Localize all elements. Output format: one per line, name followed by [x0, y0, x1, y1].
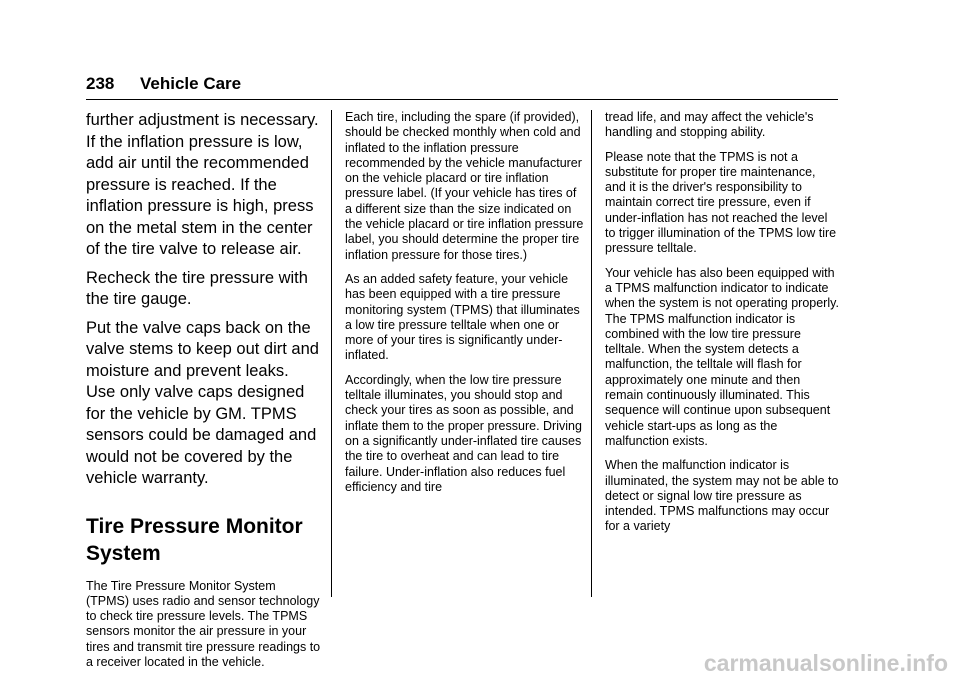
- paragraph: tread life, and may affect the vehicle's handling and stopping ability.: [605, 110, 814, 140]
- paragraph: Accordingly, when the low tire pressure telltale illuminates, you should stop and check your tires as soon as possible, and inflate them to the proper pressure. Driving on a significantly under-inflated tire causes the tire to overheat and can lead to tire failure. Under-inflation also reduces fuel efficiency and tire: [345, 372, 582, 494]
- column-divider: [331, 110, 332, 597]
- page-header: [86, 74, 241, 94]
- paragraph: Your vehicle has also been equipped with a TPMS malfunction indicator to indicate when the system is not operating properly. The TPMS malfunction indicator is combined with the low tire pressure telltale. When the system detects a malfunction, the telltale will flash for approximately one minute and then remain continuously illuminated. This sequence will continue upon subsequent vehicle start-ups as long as the malfunction exists.: [605, 265, 839, 448]
- intro-text-block: [86, 579, 321, 671]
- paragraph: The Tire Pressure Monitor System (TPMS) uses radio and sensor technology to check tire pressure levels. The TPMS sensors monitor the air pressure in your tires and transmit tire pressure readings to a receiver located in the vehicle.: [86, 578, 321, 669]
- column-divider: [591, 110, 592, 597]
- header-rule: [86, 99, 838, 100]
- paragraph: As an added safety feature, your vehicle has been equipped with a tire pressure monitoring system (TPMS) that illuminates a low tire pressure telltale when one or more of your tires is significantly under-inflated.: [345, 271, 580, 363]
- section-heading: Tire Pressure Monitor System: [86, 514, 303, 565]
- watermark: carmanualsonline.info: [703, 650, 948, 676]
- column-3: [605, 110, 839, 544]
- page-number: 238: [86, 74, 115, 93]
- paragraph: Recheck the tire pressure with the tire gauge.: [86, 268, 308, 308]
- paragraph: Each tire, including the spare (if provided), should be checked monthly when cold and inflated to the inflation pressure recommended by the vehicle manufacturer on the vehicle placard or tire inflation pressure label. (If your vehicle has tires of a different size than the size indicated on the vehicle placard or tire inflation pressure label, you should determine the proper tire inflation pressure for those tires.): [345, 110, 584, 262]
- paragraph: Please note that the TPMS is not a substitute for proper tire maintenance, and it is the driver's responsibility to maintain correct tire pressure, even if under-inflation has not reached the level to trigger illumination of the TPMS low tire pressure telltale.: [605, 149, 837, 256]
- paragraph: When the malfunction indicator is illuminated, the system may not be able to detect or signal low tire pressure as intended. TPMS malfunctions may occur for a variety: [605, 458, 839, 534]
- large-text-block: [86, 110, 321, 490]
- column-2: [345, 110, 585, 504]
- section-title: Vehicle Care: [140, 74, 242, 93]
- paragraph: Put the valve caps back on the valve stems to keep out dirt and moisture and prevent leaks. Use only valve caps designed for the vehicle by GM. TPMS sensors could be damaged and would not be covered by the vehicle warranty.: [86, 318, 319, 487]
- column-1: [86, 110, 321, 679]
- paragraph: further adjustment is necessary. If the inflation pressure is low, add air until the recommended pressure is reached. If the inflation pressure is high, press on the metal stem in the center of the tire valve to release air.: [86, 111, 319, 258]
